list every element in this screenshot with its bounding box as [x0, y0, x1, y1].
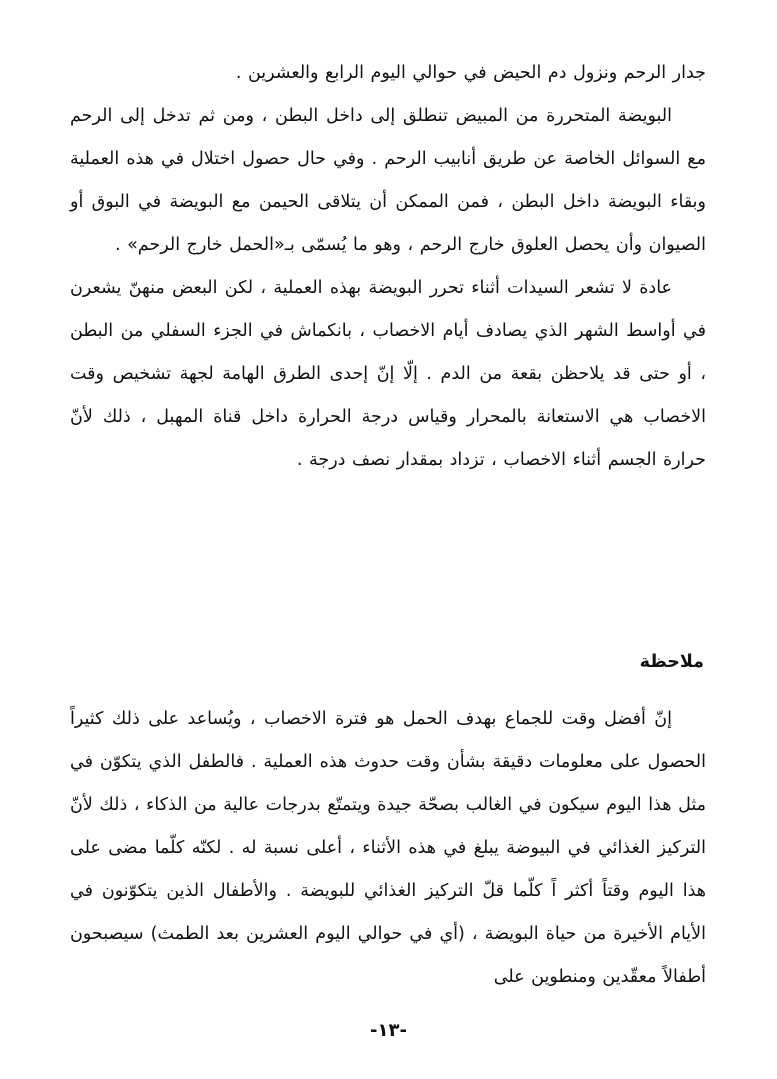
page-number: -١٣- [370, 1020, 407, 1041]
paragraph-ovum-release: البويضة المتحررة من المبيض تنطلق إلى داخل البطن ، ومن ثم تدخل إلى الرحم مع السوائل الخاصة عن طريق أنابيب الرحم . وفي حال حصول اختلال في هذه العملية وبقاء البويضة داخل البطن ، فمن الممكن أن يتلاقى الحيمن مع البويضة في البوق أو الصيوان وأن يحصل العلوق خارج الرحم ، وهو ما يُسمّى بـ«الحمل خارج الرحم» . [70, 106, 706, 255]
paragraph-continuation: جدار الرحم ونزول دم الحيض في حوالي اليوم الرابع والعشرين . [235, 63, 706, 83]
body-section [70, 52, 706, 482]
paragraph-note: إنّ أفضل وقت للجماع بهدف الحمل هو فترة الاخصاب ، ويُساعد على ذلك كثيراً الحصول على معلومات دقيقة بشأن وقت حدوث هذه العملية . فالطفل الذي يتكوّن في مثل هذا اليوم سيكون في الغالب بصحّة جيدة ويتمتّع بدرجات عالية من الذكاء ، ذلك لأنّ التركيز الغذائي في البيوضة يبلغ في هذه الأثناء ، أعلى نسبة له . لكنّه كلّما مضى على هذا اليوم وقتاً أكثر اً كلّما قلّ التركيز الغذائي للبويضة . والأطفال الذين يتكوّنون في الأيام الأخيرة من حياة البويضة ، (أي في حوالي اليوم العشرين بعد الطمث) سيصبحون أطفالاً معقّدين ومنطوين على [70, 709, 706, 987]
note-heading: ملاحظة [639, 652, 704, 672]
paragraph-ovulation-symptoms: عادة لا تشعر السيدات أثناء تحرر البويضة بهذه العملية ، لكن البعض منهنّ يشعرن في أواسط الشهر الذي يصادف أيام الاخصاب ، بانكماش في الجزء السفلي من البطن ، أو حتى قد يلاحظن بقعة من الدم . إلّا إنّ إحدى الطرق الهامة لجهة تشخيص وقت الاخصاب هي الاستعانة بالمحرار وقياس درجة الحرارة داخل قناة المهبل ، ذلك لأنّ حرارة الجسم أثناء الاخصاب ، تزداد بمقدار نصف درجة . [70, 278, 706, 470]
note-section [70, 698, 706, 999]
